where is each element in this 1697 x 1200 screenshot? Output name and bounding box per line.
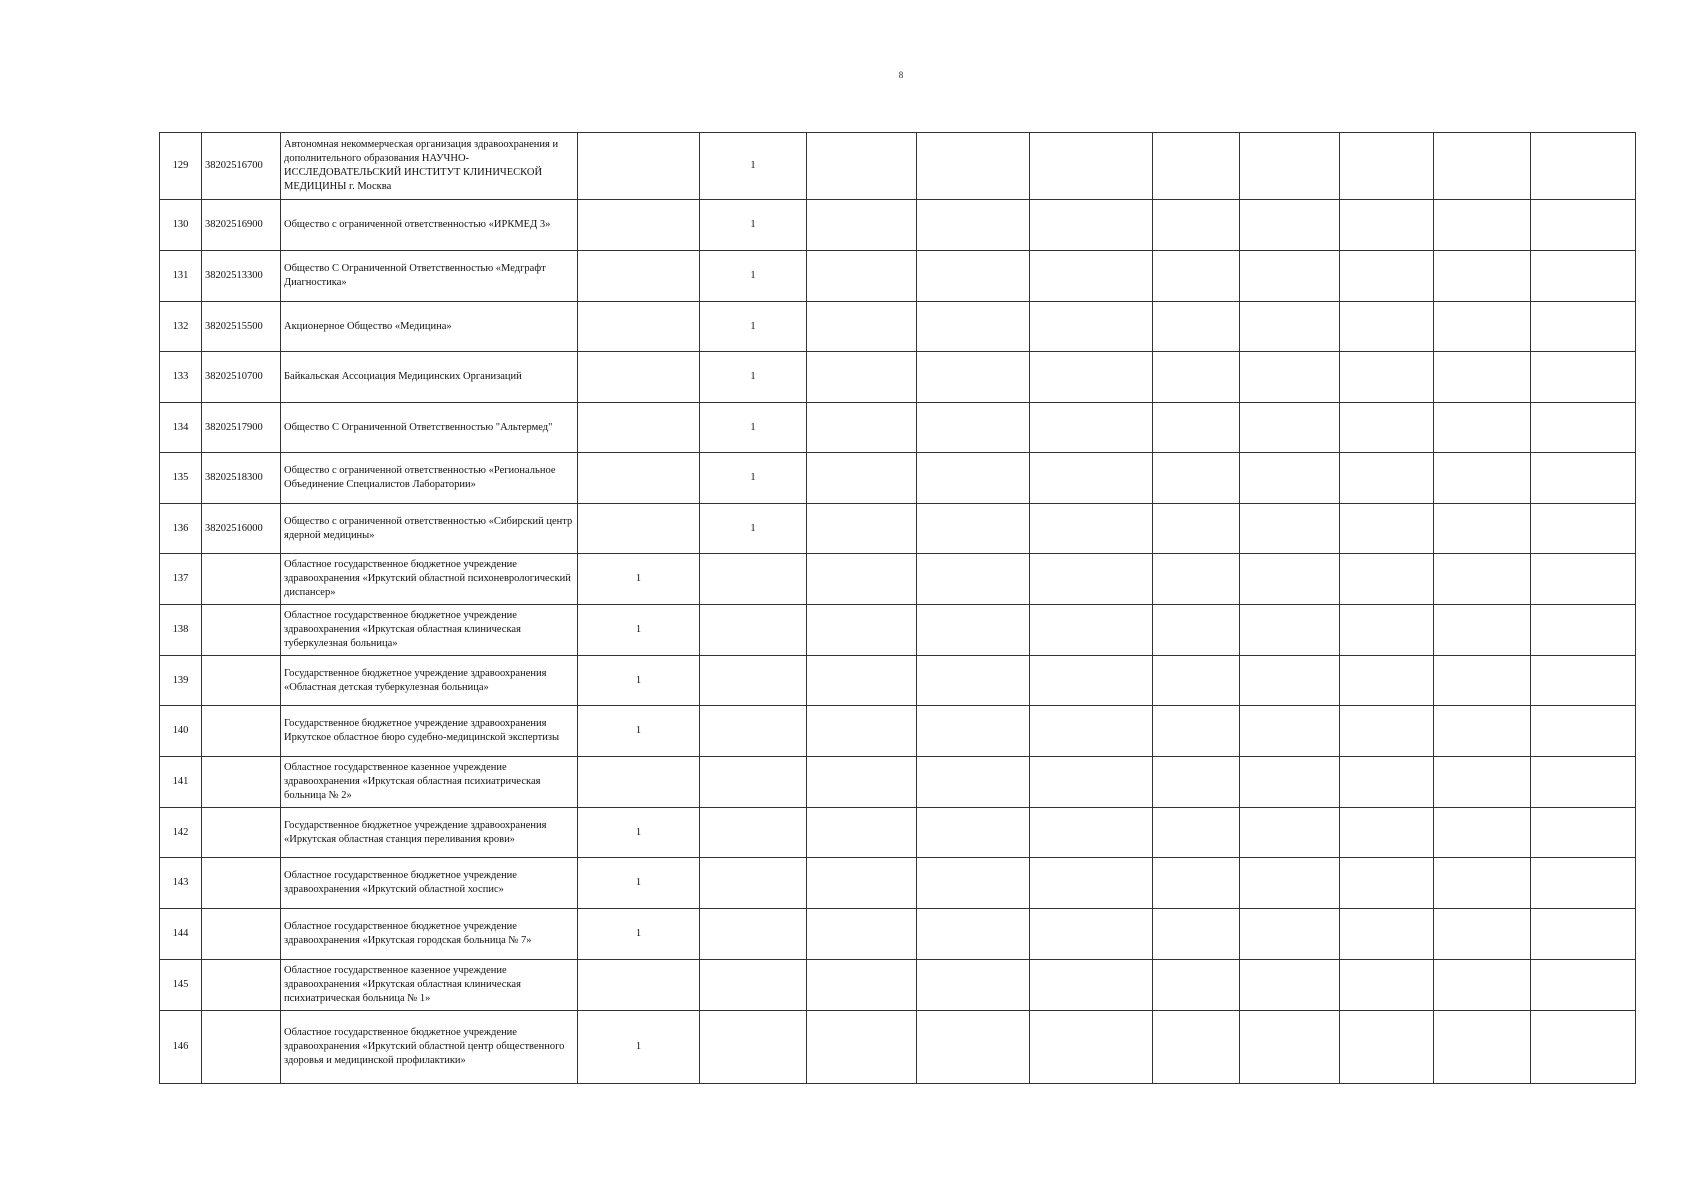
empty-cell [1531,133,1636,200]
empty-cell [917,302,1030,352]
empty-cell [917,909,1030,960]
row-number: 130 [160,200,202,251]
empty-cell [1340,605,1434,656]
empty-cell [1340,352,1434,403]
mark-cell-b: 1 [700,352,807,403]
empty-cell [1531,554,1636,605]
row-code [202,554,281,605]
empty-cell [1240,960,1340,1011]
page-number: 8 [898,70,904,80]
row-number: 136 [160,504,202,554]
empty-cell [1153,960,1240,1011]
table-row [160,453,1636,504]
mark-cell-a [578,960,700,1011]
empty-cell [1340,706,1434,757]
empty-cell [1340,251,1434,302]
table-row [160,757,1636,808]
empty-cell [1434,808,1531,858]
empty-cell [917,605,1030,656]
empty-cell [807,1011,917,1084]
empty-cell [1153,302,1240,352]
mark-cell-b [700,808,807,858]
row-number: 144 [160,909,202,960]
organization-name: Общество с ограниченной ответственностью «ИРКМЕД 3» [281,200,578,251]
empty-cell [1531,605,1636,656]
empty-cell [1531,757,1636,808]
row-number: 138 [160,605,202,656]
empty-cell [1531,251,1636,302]
mark-cell-b [700,605,807,656]
empty-cell [917,858,1030,909]
mark-cell-b [700,757,807,808]
row-code: 38202516000 [202,504,281,554]
empty-cell [1030,909,1153,960]
empty-cell [917,960,1030,1011]
empty-cell [1531,656,1636,706]
empty-cell [1030,133,1153,200]
empty-cell [917,1011,1030,1084]
table-body [160,133,1636,1084]
row-code: 38202513300 [202,251,281,302]
organization-name: Областное государственное бюджетное учреждение здравоохранения «Иркутская областная клиническая туберкулезная больница» [281,605,578,656]
organization-name: Общество С Ограниченной Ответственностью «Медграфт Диагностика» [281,251,578,302]
empty-cell [1240,453,1340,504]
empty-cell [1030,757,1153,808]
row-code: 38202510700 [202,352,281,403]
empty-cell [1340,1011,1434,1084]
empty-cell [807,605,917,656]
table-row [160,960,1636,1011]
empty-cell [1153,251,1240,302]
empty-cell [1531,1011,1636,1084]
row-number: 132 [160,302,202,352]
empty-cell [1030,251,1153,302]
mark-cell-a [578,200,700,251]
empty-cell [1030,554,1153,605]
empty-cell [1434,453,1531,504]
table-row [160,352,1636,403]
empty-cell [1531,352,1636,403]
empty-cell [1030,706,1153,757]
empty-cell [1531,960,1636,1011]
empty-cell [917,403,1030,453]
row-code: 38202517900 [202,403,281,453]
mark-cell-b: 1 [700,133,807,200]
table-row [160,605,1636,656]
empty-cell [807,808,917,858]
row-number: 146 [160,1011,202,1084]
empty-cell [1531,858,1636,909]
empty-cell [1030,403,1153,453]
empty-cell [1434,554,1531,605]
mark-cell-a: 1 [578,706,700,757]
empty-cell [807,302,917,352]
empty-cell [1030,960,1153,1011]
row-number: 139 [160,656,202,706]
empty-cell [1531,403,1636,453]
row-code: 38202516700 [202,133,281,200]
table-row [160,133,1636,200]
mark-cell-a: 1 [578,605,700,656]
empty-cell [1153,403,1240,453]
empty-cell [1240,352,1340,403]
row-code [202,808,281,858]
empty-cell [1153,554,1240,605]
empty-cell [807,909,917,960]
empty-cell [1240,757,1340,808]
empty-cell [1434,352,1531,403]
empty-cell [917,656,1030,706]
empty-cell [1153,1011,1240,1084]
empty-cell [1153,757,1240,808]
empty-cell [1153,352,1240,403]
organizations-table [159,132,1636,1084]
mark-cell-a: 1 [578,909,700,960]
empty-cell [807,706,917,757]
empty-cell [1030,352,1153,403]
row-number: 133 [160,352,202,403]
row-code [202,757,281,808]
empty-cell [1340,554,1434,605]
organization-name: Общество С Ограниченной Ответственностью "Альтермед" [281,403,578,453]
organization-name: Государственное бюджетное учреждение здравоохранения «Областная детская туберкулезная больница» [281,656,578,706]
empty-cell [917,200,1030,251]
mark-cell-b [700,706,807,757]
mark-cell-b: 1 [700,302,807,352]
row-number: 143 [160,858,202,909]
empty-cell [1030,1011,1153,1084]
empty-cell [1030,656,1153,706]
empty-cell [1434,504,1531,554]
empty-cell [917,554,1030,605]
mark-cell-b: 1 [700,251,807,302]
empty-cell [1340,757,1434,808]
mark-cell-b [700,858,807,909]
empty-cell [807,858,917,909]
empty-cell [1240,133,1340,200]
empty-cell [1531,200,1636,251]
empty-cell [1030,453,1153,504]
empty-cell [1030,302,1153,352]
table-row [160,858,1636,909]
empty-cell [1340,858,1434,909]
empty-cell [807,133,917,200]
row-code: 38202515500 [202,302,281,352]
empty-cell [807,757,917,808]
empty-cell [1340,960,1434,1011]
organization-name: Областное государственное казенное учреждение здравоохранения «Иркутская областная клиническая психиатрическая больница № 1» [281,960,578,1011]
empty-cell [917,133,1030,200]
empty-cell [1153,808,1240,858]
mark-cell-b [700,960,807,1011]
empty-cell [807,403,917,453]
mark-cell-a [578,352,700,403]
row-code: 38202516900 [202,200,281,251]
empty-cell [1030,858,1153,909]
empty-cell [1153,453,1240,504]
empty-cell [1153,909,1240,960]
mark-cell-b: 1 [700,453,807,504]
row-code [202,605,281,656]
row-number: 129 [160,133,202,200]
empty-cell [807,453,917,504]
empty-cell [1434,706,1531,757]
empty-cell [1434,403,1531,453]
empty-cell [807,251,917,302]
row-number: 137 [160,554,202,605]
table-row [160,403,1636,453]
row-number: 134 [160,403,202,453]
empty-cell [1340,909,1434,960]
empty-cell [1434,605,1531,656]
empty-cell [1240,1011,1340,1084]
empty-cell [1240,251,1340,302]
mark-cell-a [578,302,700,352]
mark-cell-b [700,909,807,960]
organization-name: Областное государственное бюджетное учреждение здравоохранения «Иркутский областной хоспис» [281,858,578,909]
organization-name: Государственное бюджетное учреждение здравоохранения Иркутское областное бюро судебно-медицинской экспертизы [281,706,578,757]
row-code [202,909,281,960]
empty-cell [917,251,1030,302]
empty-cell [1531,302,1636,352]
empty-cell [1153,656,1240,706]
empty-cell [1531,453,1636,504]
table-row [160,504,1636,554]
mark-cell-a: 1 [578,858,700,909]
mark-cell-a [578,757,700,808]
empty-cell [1240,656,1340,706]
empty-cell [1340,133,1434,200]
empty-cell [917,706,1030,757]
empty-cell [917,352,1030,403]
mark-cell-a: 1 [578,656,700,706]
empty-cell [1240,200,1340,251]
table-row [160,706,1636,757]
empty-cell [807,200,917,251]
empty-cell [807,656,917,706]
empty-cell [1240,706,1340,757]
empty-cell [1240,554,1340,605]
empty-cell [1531,808,1636,858]
empty-cell [1030,504,1153,554]
mark-cell-a [578,133,700,200]
mark-cell-b: 1 [700,504,807,554]
empty-cell [1434,200,1531,251]
mark-cell-a: 1 [578,554,700,605]
row-number: 141 [160,757,202,808]
organization-name: Байкальская Ассоциация Медицинских Организаций [281,352,578,403]
empty-cell [807,504,917,554]
empty-cell [807,352,917,403]
empty-cell [1030,200,1153,251]
empty-cell [1153,706,1240,757]
empty-cell [1240,504,1340,554]
mark-cell-a: 1 [578,1011,700,1084]
organization-name: Акционерное Общество «Медицина» [281,302,578,352]
empty-cell [1434,757,1531,808]
empty-cell [1240,302,1340,352]
mark-cell-a [578,453,700,504]
empty-cell [1153,605,1240,656]
row-number: 142 [160,808,202,858]
mark-cell-b: 1 [700,403,807,453]
empty-cell [1240,858,1340,909]
empty-cell [1434,1011,1531,1084]
empty-cell [1340,656,1434,706]
empty-cell [1434,656,1531,706]
empty-cell [917,808,1030,858]
row-code [202,960,281,1011]
empty-cell [1340,302,1434,352]
empty-cell [1434,302,1531,352]
empty-cell [1434,251,1531,302]
empty-cell [1153,200,1240,251]
organization-name: Областное государственное бюджетное учреждение здравоохранения «Иркутский областной психоневрологический диспансер» [281,554,578,605]
empty-cell [1434,960,1531,1011]
table-row [160,251,1636,302]
empty-cell [1153,858,1240,909]
row-code [202,858,281,909]
row-code [202,706,281,757]
empty-cell [1240,403,1340,453]
empty-cell [1340,200,1434,251]
table-row [160,554,1636,605]
empty-cell [917,504,1030,554]
table-row [160,656,1636,706]
mark-cell-a [578,504,700,554]
mark-cell-a: 1 [578,808,700,858]
organization-name: Автономная некоммерческая организация здравоохранения и дополнительного образования НАУЧНО-ИССЛЕДОВАТЕЛЬСКИЙ ИНСТИТУТ КЛИНИЧЕСКОЙ МЕДИЦИНЫ г. Москва [281,133,578,200]
mark-cell-b [700,554,807,605]
empty-cell [1153,504,1240,554]
organization-name: Общество с ограниченной ответственностью «Региональное Объединение Специалистов Лаборатории» [281,453,578,504]
organization-name: Областное государственное казенное учреждение здравоохранения «Иркутская областная психиатрическая больница № 2» [281,757,578,808]
row-number: 135 [160,453,202,504]
table-row [160,302,1636,352]
row-code: 38202518300 [202,453,281,504]
organization-name: Областное государственное бюджетное учреждение здравоохранения «Иркутская городская больница № 7» [281,909,578,960]
organization-name: Областное государственное бюджетное учреждение здравоохранения «Иркутский областной центр общественного здоровья и медицинской профилактики» [281,1011,578,1084]
mark-cell-a [578,403,700,453]
row-code [202,1011,281,1084]
empty-cell [1153,133,1240,200]
empty-cell [1340,453,1434,504]
empty-cell [1030,808,1153,858]
row-code [202,656,281,706]
mark-cell-b [700,656,807,706]
mark-cell-b: 1 [700,200,807,251]
empty-cell [807,960,917,1011]
empty-cell [1240,808,1340,858]
empty-cell [1434,909,1531,960]
empty-cell [1434,133,1531,200]
empty-cell [1340,403,1434,453]
empty-cell [1240,605,1340,656]
empty-cell [1531,504,1636,554]
organization-name: Государственное бюджетное учреждение здравоохранения «Иркутская областная станция переливания крови» [281,808,578,858]
empty-cell [1340,504,1434,554]
table-row [160,909,1636,960]
table-row [160,808,1636,858]
empty-cell [1531,909,1636,960]
empty-cell [1240,909,1340,960]
empty-cell [1531,706,1636,757]
empty-cell [917,453,1030,504]
empty-cell [1340,808,1434,858]
empty-cell [1434,858,1531,909]
row-number: 140 [160,706,202,757]
row-number: 131 [160,251,202,302]
mark-cell-a [578,251,700,302]
empty-cell [917,757,1030,808]
mark-cell-b [700,1011,807,1084]
table-row [160,1011,1636,1084]
empty-cell [1030,605,1153,656]
organization-name: Общество с ограниченной ответственностью «Сибирский центр ядерной медицины» [281,504,578,554]
empty-cell [807,554,917,605]
table-row [160,200,1636,251]
row-number: 145 [160,960,202,1011]
